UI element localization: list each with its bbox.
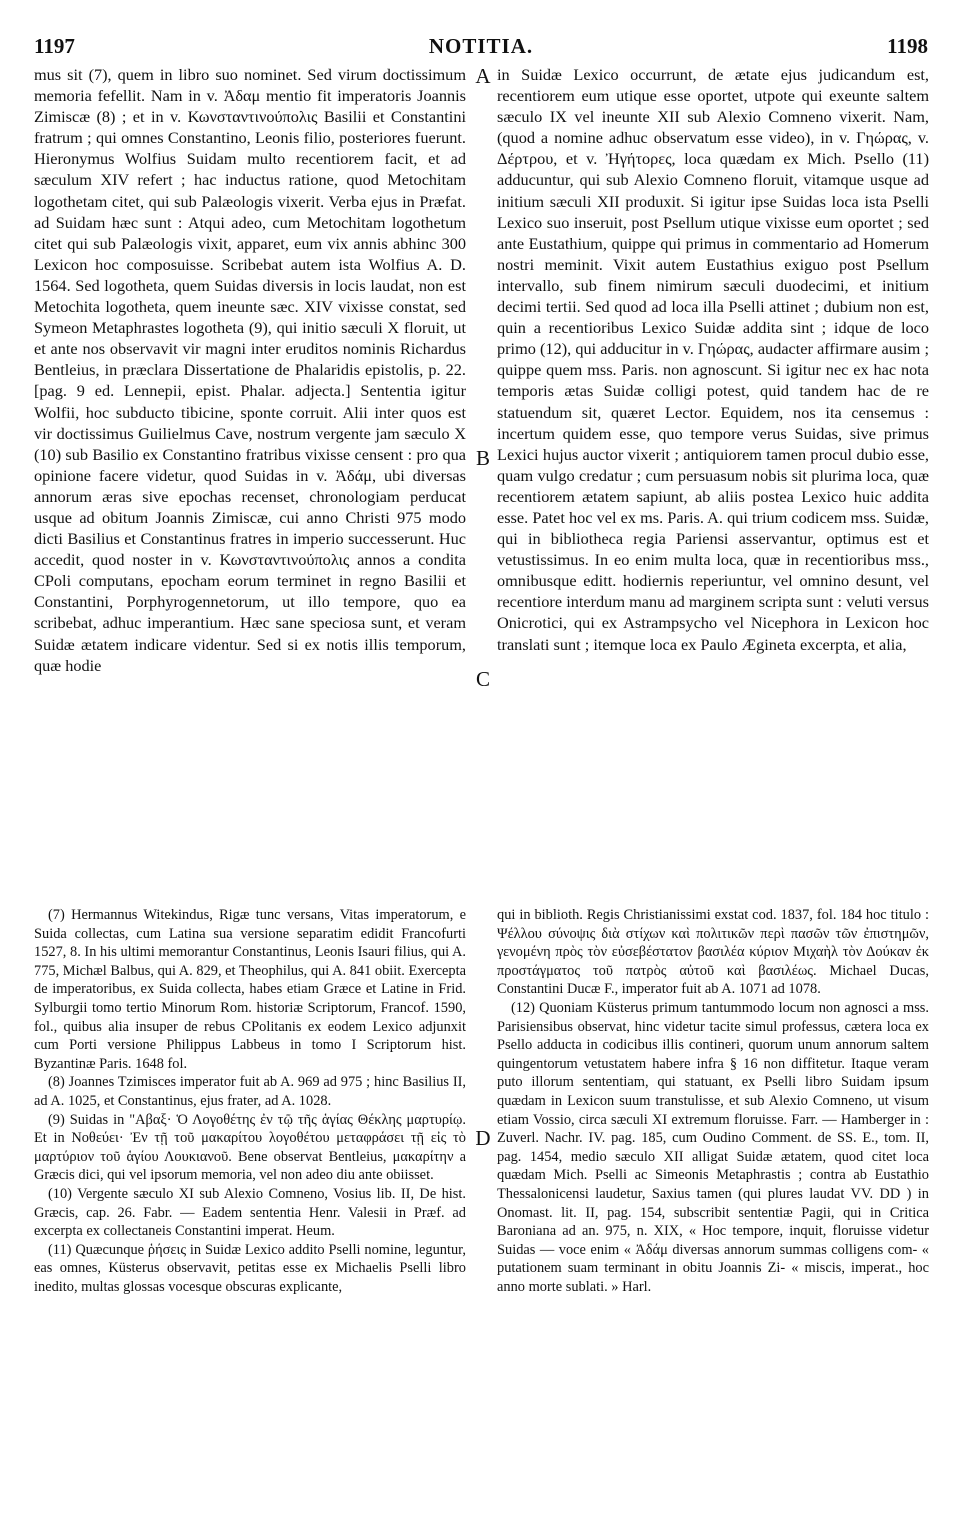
footnotes-left-column bbox=[34, 906, 466, 1296]
footnote-9: (9) Suidas in "Αβαξ· Ὁ Λογοθέτης ἐν τῷ τῆς ἁγίας Θέκλης μαρτυρίῳ. Et in Νοθεύει· Ἐν τῇ τοῦ μακαρίτου λογοθέτου μεταφράσει τῇ εἰς τὸ μαρτύριον τοῦ ἁγίου Λουκιανοῦ. Bene observat Bentleius, μακαρίτην a Græcis dici, qui vel ipsorum memoria, vel non adeo diu ante obiisset. bbox=[34, 1111, 466, 1184]
footnote-12: (12) Quoniam Küsterus primum tantummodo locum non agnosci a mss. Parisiensibus observat, hinc videtur tacite simul professus, cætera loca ex Psello adducta in codicibus illis contineri, quorum unum annorum saltem quingentorum vetustatem habere infra § 16 non diffitetur. Itaque veram puto illorum sententiam, qui statuant, ex Pselli libro Suidam ipsum quædam in Lexicon suum transtulisse, et sub Alexio Comneno, ut visum etiam Vossio, circa sæculi XI extremum floruisse. Farr. — Hamberger in : Zuverl. Nachr. IV. pag. 185, cum Oudino Comment. de SS. E., tom. II, pag. 1454, medio sæculo XII alligat Suidæ ætatem, quod citet loca quædam Mich. Pselli ac Simeonis Metaphrastis ; contra ab Eustathio Thessalonicensi laudetur, Saxius tamen (qui plures laudat VV. DD ) in Onomast. lit. II, pag. 154, subscribit sententiæ Pagii, qui in Critica Baroniana ad an. 975, n. XIX, « Hoc tempore, inquit, floruisse videtur Suidas — voce enim « Ἀδάμ diversas annorum summas colligens com- « putationem suam terminant in obitu Joannis Zi- « miscis, imperat., hoc anno morte sublati. » Harl. bbox=[497, 999, 929, 1295]
footnote-8: (8) Joannes Tzimisces imperator fuit ab A. 969 ad 975 ; hinc Basilius II, ad A. 1025, et Constantinus, ejus frater, ad A. 1028. bbox=[34, 1074, 466, 1109]
main-text-right-column bbox=[497, 64, 929, 655]
footnote-10: (10) Vergente sæculo XI sub Alexio Comneno, Vosius lib. II, De hist. Græcis, cap. 26. Fabr. — Eadem sententia Henr. Valesii in Præf. ad excerpta ex collectaneis Constantini imperat. Heum. bbox=[34, 1185, 466, 1240]
running-title: NOTITIA. bbox=[428, 34, 534, 58]
page-number-right: 1198 bbox=[887, 34, 928, 58]
margin-letter-c: C bbox=[475, 667, 490, 691]
footnotes-right-column bbox=[497, 906, 929, 1296]
margin-letter-b: B bbox=[475, 446, 490, 470]
main-text-right: in Suidæ Lexico occurrunt, de ætate ejus judicandum est, recentiorem eum utique esse oportet, utpote qui exeunte saltem sæculo IX vel ineunte XII sub Alexio Comneno vixerit. Nam, (quod a nomine adhuc observatum esse video), in v. Γηώρας, v. Δέρτρου, et v. Ἠγήτορες, loca quædam ex Mich. Psello (11) adducuntur, qui sub Alexio Comneno floruit, vitamque usque ad initium sæculi XII produxit. Si igitur ipse Suidas loca ista Pselli Lexico suo inseruit, post Psellum utique vixisse eum oportet ; sed ante Eustathium, quippe qui primus in commentario ad Homerum nostri meminit. Vixit autem Eustathius exiguo post Psellum intervallo, sub finem nimirum sæculi duodecimi, et initium decimi tertii. Sed quod ad loca illa Pselli attinet ; dubium non est, quin a recentioribus Lexico Suidæ addita sint ; idque de loco primo (12), qui adducitur in v. Γηώρας, audacter affirmare ausim ; quippe quem mss. Paris. non agnoscunt. Si igitur nec ex hac nota temporis ætas Suidæ colligi potest, quid tandem hac de re statuendum sit, quæret Lector. Equidem, nos ita censemus : incertum quidem esse, quo tempore verus Suidas, sive primus Lexici hujus auctor vixerit ; antiquiorem tamen procul dubio esse, quam vulgo credatur ; cum persuasum nobis sit plurima loca, quæ recentiorem ætatem sapiunt, ab aliis postea Lexico huic addita esse. Patet hoc vel ex ms. Paris. A. qui trium codicem mss. Suidæ, qui in bibliotheca regia Pariensi asservantur, optimus est et vetustissimus. In eo enim multa loca, quæ in recentioribus mss., omnibusque editt. hodiernis reperiuntur, vel omnino desunt, vel recentiore interdum manu ad marginem scripta sunt : veluti versus Onicrotici, qui ex Astrampsycho vel Nicephora in Lexicon hoc translati sunt ; itemque loca ex Paulo Ægineta excerpta, et alia, bbox=[497, 65, 929, 654]
footnote-11-continued: qui in biblioth. Regis Christianissimi exstat cod. 1837, fol. 184 hoc titulo : Ψέλλου σύνοψις διὰ στίχων καὶ πολιτικῶν περὶ πασῶν τῶν ἐπιστημῶν, γενομένη πρὸς τὸν εὐσεβέστατον βασιλέα κύριον Μιχαὴλ τὸν Δούκαν ἐκ προστάγματος τοῦ πατρὸς αὐτοῦ καὶ βασιλέως. Michael Ducas, Constantini Ducæ F., imperator fuit ab A. 1071 ad 1078. bbox=[497, 907, 929, 998]
running-header bbox=[34, 34, 928, 64]
footnote-11: (11) Quæcunque ῥήσεις in Suidæ Lexico addito Pselli nomine, leguntur, eas omnes, Küsterus observavit, petitas esse ex Michaelis Pselli libro inedito, multas glossas vocesque obscuras explicante, bbox=[34, 1241, 466, 1295]
margin-letter-a: A bbox=[475, 64, 491, 88]
footnote-7: (7) Hermannus Witekindus, Rigæ tunc versans, Vitas imperatorum, e Suida collectas, cum Latina sua versione separatim edidit Francofurti 1527, 8. In his ultimi memorantur Constantinus, Leonis Isauri filius, qui A. 775, Michæl Balbus, qui A. 829, et Theophilus, qui A. 841 obiit. Exercepta de imperatoribus, ex Suida collecta, habes etiam Græce et Latine in Frid. Sylburgii tomo tertio Minorum Rom. historiæ Scriptorum, Francof. 1590, fol., quibus alia insuper de rebus CPolitanis ex eodem Lexico adjunxit cum Porti versione Philippus Labbeus in tomo I Scriptorum hist. Byzantinæ Paris. 1648 fol. bbox=[34, 907, 466, 1072]
main-text-left-column bbox=[34, 64, 466, 676]
page-number-left: 1197 bbox=[34, 34, 75, 58]
main-text-left: mus sit (7), quem in libro suo nominet. Sed virum doctissimum memoria fefellit. Nam in v. Ἀδαμ mentio fit imperatoris Joannis Zimiscæ (8) ; et in v. Κωνσταντινούπολις Basilii et Constantini fratrum ; qui omnes Constantino, Leonis filio, posteriores fuerunt. Hieronymus Wolfius Suidam multo recentiorem facit, et ad sæculum XIV refert ; hac inductus ratione, quod Metochitam logothetam citet, qui sub Palæologis vixerit. Verba ejus in Præfat. ad Suidam hæc sunt : Atqui adeo, cum Metochitam logothetum citet qui sub Palæologis vixit, apparet, eum vix annis abhinc 300 Lexicon hoc composuisse. Scribebat autem ista Wolfius A. D. 1564. Sed logotheta, quem Suidas diversis in locis laudat, non est Metochita logotheta, quem ineunte sæc. XIV vixisse constat, sed Symeon Metaphrastes logotheta (9), qui initio sæculi X floruit, ut et ante nos observavit vir magni inter eruditos nominis Richardus Bentleius, in præclara Dissertatione de Phalaridis epistolis, p. 22. [pag. 9 ed. Lennepii, epist. Phalar. adjecta.] Sententia igitur Wolfii, hoc subducto tibicine, sponte corruit. Alii inter quos est vir doctissimus Guilielmus Cave, nostrum vergente jam sæculo X (10) sub Basilio ex Constantino fratribus vixisse censent : pro qua opinione facere videtur, quod Suidas in v. Ἀδάμ, ubi diversas annorum æras sive epochas recenset, chronologiam perducat usque ad obitum Joannis Zimiscæ, cui anno Christi 975 modo dicti Basilius et Constantinus fratres in imperio successerunt. Huc accedit, quod noster in v. Κωνσταντινούπολις annos a condita CPoli computans, epocham eorum terminet in regno Basilii et Constantini, Porphyrogennetorum, ut illo tempore, quo ea scribebat, adhuc imperantium. Hæc sane speciosa sunt, et veram Suidæ ætatem indicare videntur. Sed si ex notis illis temporum, quæ hodie bbox=[34, 65, 466, 675]
margin-letter-d: D bbox=[475, 1126, 491, 1150]
